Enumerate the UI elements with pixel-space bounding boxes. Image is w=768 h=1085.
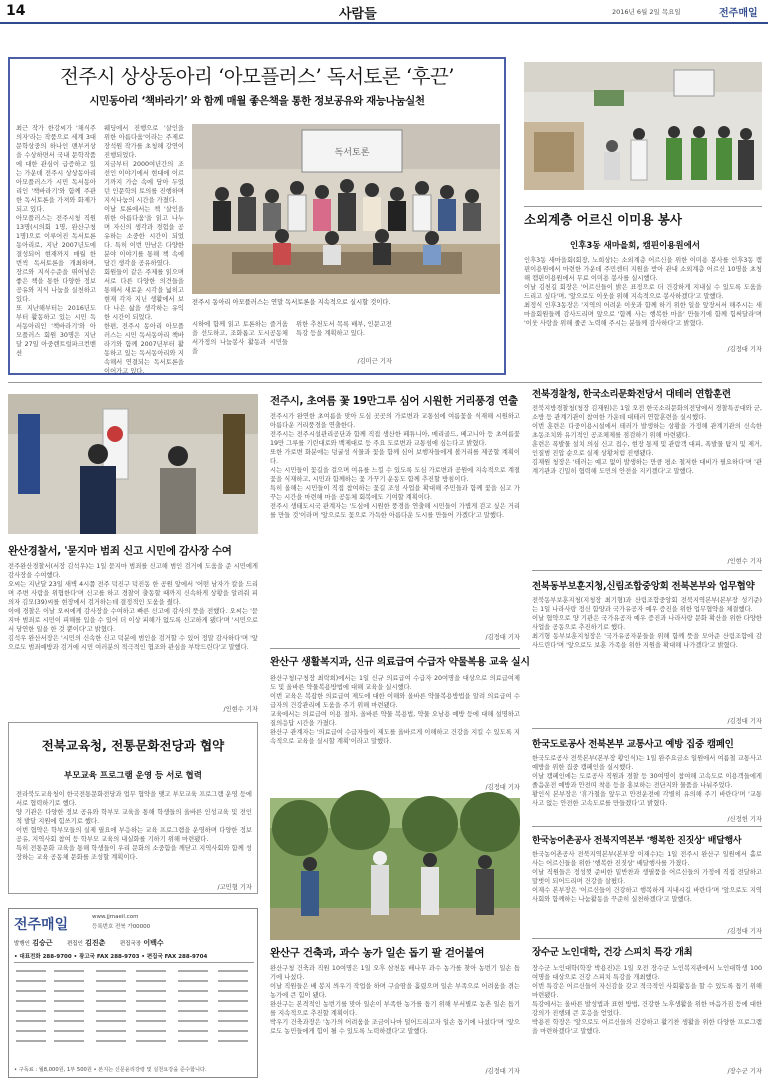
publisher-name: 김승근 [32,939,53,947]
page-number: 14 [6,3,26,19]
story-r2-body: 전북지방경찰청(청장 김재원)은 1일 오전 한국소리문화의전당에서 경찰특공대와 군, 소방 등 관계기관이 참여한 가운데 대테러 연합훈련을 실시했다. 이번 훈련은 다중이용시설에서 테러가 발생하는 상황을 가정해 관계기관의 신속한 초동조치와 유기적인 공조체제를 점검하기 위해 마련됐다. 훈련은 폭발물 설치 의심 신고 접수, 현장 통제 및 관람객 대피, 폭발물 탐지 및 제거, 인질범 진압 순으로 실제 상황처럼 진행됐다. 김재원 청장은 '테러는 예고 없이 발생하는 만큼 평소 철저한 대비가 필요하다'며 '관계기관과 긴밀히 협력해 도민의 안전을 지키겠다'고 말했다. [532,405,762,475]
rule-r1 [524,206,762,207]
story-r5-body: 한국농어촌공사 전북지역본부(본부장 이재수)는 1일 전주시 완산구 일원에서 홀로 사는 어르신들을 위한 '행복한 진짓상' 배달행사를 가졌다. 이날 직원들은 정성껏 준비한 밑반찬과 생필품을 어르신들의 가정에 직접 전달하고 말벗이 되어드리며 건강을 살폈다. 이재수 본부장은 '어르신들이 건강하고 행복하게 지내시길 바란다'며 '앞으로도 지역사회와 함께하는 나눔활동을 꾸준히 실천하겠다'고 말했다. [532,851,762,903]
farm-photo [270,798,520,940]
rule-r5 [532,938,762,939]
director-name: 이백수 [143,939,164,947]
main-photo [192,124,500,294]
rule-c1 [270,648,520,649]
story-r4-byline: /신정헌 기자 [727,816,762,823]
story-r3-body: 전북동부보훈지청(지청장 최기형)과 산림조합중앙회 전북지역본부(본부장 성기준)는 1일 나라사랑 정신 함양과 국가유공자 예우 증진을 위한 업무협약을 체결했다. 이날 협약으로 양 기관은 국가유공자 예우 증진과 나라사랑 문화 확산을 위한 다양한 사업을 공동으로 추진하기로 했다. 최기형 동부보훈지청장은 '국가유공자분들을 위해 함께 뜻을 모아준 산림조합에 감사드린다'며 '앞으로도 보훈 가족을 위한 지원을 확대해 나가겠다'고 밝혔다. [532,597,762,649]
police-photo [8,394,258,534]
section-title: 사람들 [339,7,377,22]
story-citizen-body: 전주시가 완연한 초여름을 맞아 도심 곳곳의 가로변과 교통섬에 여름꽃을 식재해 시원하고 아름다운 거리풍경을 연출한다. 전주시는 전주시설관리공단과 함께 직접 생산한 페튜니아, 메리골드, 베고니아 등 초여름꽃 19만 그루를 기린대로와 백제대로 등 주요 도로변과 교통섬에 심는다고 밝혔다. 또한 가로변 화분에는 덩굴성 식물과 꽃을 함께 심어 보행자들에게 볼거리를 제공할 계획이다. 시는 시민들이 꽃길을 걸으며 여유를 느낄 수 있도록 도심 가로변과 공원에 지속적으로 계절 꽃을 식재하고, 시민과 함께하는 꽃 가꾸기 운동도 함께 추진할 방침이다. 특히 올해는 시민들이 직접 참여하는 꽃길 조성 사업을 확대해 주민들과 함께 꽃을 심고 가꾸는 시간을 마련해 마을 공동체 회복에도 기여할 계획이다. 전주시 생태도시국 관계자는 '도심에 시원한 풍경을 연출해 시민들이 가볍게 걷고 싶은 거리를 만들 것'이라며 '앞으로도 꽃으로 가득한 아름다운 도시를 만들어 가겠다'고 말했다. [270,413,520,519]
board-text: 독서토론 [334,148,370,158]
masthead-rule [14,962,254,963]
story-r2-byline: /인현수 기자 [727,558,762,565]
editor-name: 김진춘 [85,939,106,947]
story-r3-byline: /김정대 기자 [727,718,762,725]
story-police-headline: 완산경찰서, '묻지마 범죄 신고 시민에 감사장 수여 [8,545,232,557]
story-r1-headline: 소외계층 어르신 이미용 봉사 [524,212,682,227]
editor-label: 편집인 [66,941,83,947]
issue-date: 2016년 6월 2일 목요일 [612,8,681,16]
director-label: 편집국장 [119,941,142,947]
story-health-headline: 완산구 생활복지과, 신규 의료급여 수급자 약물복용 교육 실시 [270,657,530,668]
rule-r4 [532,826,762,827]
story-r1-subhead: 인후3동 새마을회, 캠핀이용원에서 [570,241,701,251]
rule-r3 [532,728,762,729]
main-col4: 위한 추천도서 목록 배부, 인문고전 특강 등을 계획하고 있다. [296,321,392,337]
story-r1-body: 인후3동 새마을회(회장, 노희상)는 소외계층 어르신을 위한 이미용 봉사를 인후3동 캠핀이용원에서 마련한 가운데 주민센터 지원을 받아 관내 소외계층 어르신 10명을 초청해 캠핀이용원에서 무료 이미용 봉사를 실시했다. 이날 김천길 회장은 '어르신들이 밝은 표정으로 더 건강하게 지내실 수 있도록 도움을 드리고 싶다'며, '앞으로도 이웃을 위해 지속적으로 봉사하겠다'고 말했다. 최정식 인후3동장은 '지역의 어려운 이웃과 함께 하기 위한 일을 앞장서서 해주시는 새마을회원들께 감사드리며 앞으로 '함께 사는 행복한 마을' 만들기에 함께 힘써달라'며 '이웃 사랑을 위해 줄곧 노력해 주시는 분들께 감사하다'고 밝혔다. [524,257,762,327]
header-rule [0,22,768,24]
story-police-byline: /인현수 기자 [223,706,258,713]
masthead-footer: • 구독료 : 월8,000원, 1부 500원 • 본지는 신문윤리강령 및 실천요강을 준수합니다. [14,1067,207,1073]
rule-r2 [532,570,762,571]
rule-mid [8,382,762,383]
masthead-register: 등록번호 전북 가00000 [92,924,151,930]
story-edu-body: 전라북도교육청이 한국전통문화전당과 업무 협약을 맺고 부모교육 프로그램 운영 등에 서로 협력하기로 했다. 양 기관은 다양한 정보 공유와 학부모 교육을 통해 학생들의 올바른 인성교육 및 전인적 발달 지원에 힘쓰기로 했다. 이번 협약은 학부모들의 실제 필요에 부응하는 교육 프로그램을 운영하며 다양한 정보 공유, 지역사회 참여 등 학부모 교육의 내실화를 기하기 위해 마련됐다. 특히 전통문화 교육을 통해 학생들이 우리 문화의 소중함을 깨닫고 지역사회와 함께 성장하는 교육 공동체 문화를 조성할 계획이다. [16,791,252,861]
masthead-grid [14,966,254,1062]
volunteer-photo [524,62,762,190]
story-edu-byline: /고민형 기자 [217,884,252,891]
main-subheadline: 시민동아리 ‘책바라기’ 와 함께 매월 좋은책을 통한 정보공유와 재능나눔실천 [89,95,425,107]
story-r6-headline: 장수군 노인대학, 건강 스피치 특강 개최 [532,947,693,958]
story-farm-headline: 완산구 건축과, 과수 농가 일손 돕기 팔 걷어붙여 [270,947,485,959]
story-police-body: 전주완산경찰서(서장 김석우)는 1일 묻지마 범죄를 신고해 범인 검거에 도움을 준 시민에게 감사장을 수여했다. 오씨는 지난달 23일 새벽 4시쯤 전주 덕진구 덕진동 한 공원 앞에서 '어떤 남자가 칼을 드리며 주변 사람을 위협한다'며 신고를 하고 경찰이 출동할 때까지 신속하게 상황을 알려줘 피의자 김모(39)씨를 현장에서 검거하는데 결정적인 도움을 줬다. 이에 경찰은 이날 오씨에게 감사장을 수여하고 빠른 신고에 감사의 뜻을 전했다. 오씨는 '묻지마 범죄로 시민이 피해를 입을 수 있어 더 이상 피해가 없도록 신고하게 됐다'며 '시민으로서 당연한 일을 한 것 뿐이다'고 밝혔다. 김석우 완산서장은 '시민의 신속한 신고 덕분에 범인을 검거할 수 있어 정말 감사하다'며 '앞으로도 범죄예방과 검거에 시민 여러분의 적극적인 협조와 관심을 부탁드린다'고 말했다. [8,563,258,651]
story-citizen-headline: 전주시, 초여름 꽃 19만그루 심어 시원한 거리풍경 연출 [270,395,518,407]
main-photo-caption: 전주시 동아리 아모플러스는 연말 독서토론을 지속적으로 실시할 것이다. [192,299,391,306]
story-r4-headline: 한국도로공사 전북본부 교통사고 예방 집중 캠페인 [532,739,734,750]
story-health-byline: /김정대 기자 [485,784,520,791]
story-r3-headline: 전북동부보훈지청,신림조합중앙회 전북본부와 업무협약 [532,581,755,592]
story-edu-subhead: 부모교육 프로그램 운영 등 서로 협력 [64,771,202,781]
story-r5-byline: /김정대 기자 [727,928,762,935]
story-farm-body: 완산구청 건축과 직원 10여명은 1일 오후 삼천동 배나무 과수 농가를 찾아 농번기 일손 돕기에 나섰다. 이날 직원들은 배 봉지 씌우기 작업을 하며 구슬땀을 흘렸으며 일손 부족으로 어려움을 겪는 농가에 큰 힘이 됐다. 완산구는 본격적인 농번기를 맞아 일손이 부족한 농가를 돕기 위해 부서별로 농촌 일손 돕기를 지속적으로 추진할 계획이다. 박우기 건축과장은 '농가의 어려움을 조금이나마 덜어드리고자 일손 돕기에 나섰다'며 '앞으로도 농민들에게 힘이 될 수 있도록 노력하겠다'고 말했다. [270,965,520,1035]
main-headline: 전주시 상상동아리 ‘아모플러스’ 독서토론 ‘후끈’ [60,65,454,88]
story-r1-byline: /김정대 기자 [727,346,762,353]
paper-name: 전주매일 [719,8,758,19]
story-health-body: 완산구청(구청장 최락희)에서는 1일 신규 의료급여 수급자 20여명을 대상으로 의료급여제도 및 올바른 약물복용방법에 대해 교육을 실시했다. 이번 교육은 복잡한 의료급여 제도에 대한 이해와 올바른 약물복용방법을 알려 의료급여 수급자의 건강관리에 도움을 주기 위해 마련됐다. 교육에서는 의료급여 이용 절차, 올바른 약물 복용법, 약물 오남용 예방 등에 대해 설명하고 질의응답 시간을 가졌다. 완산구 관계자는 '의료급여 수급자들이 제도를 올바르게 이해하고 건강을 지킬 수 있도록 지속적으로 교육을 실시할 계획'이라고 말했다. [270,675,520,745]
masthead-phones: • 대표전화 288-9700 • 광고국 FAX 288-9703 • 편집국 FAX 288-9704 [14,954,208,960]
main-col1: 최근 작가 한강씨가 '채식주의자'라는 작품으로 세계 3대 문학상중의 하나인 맨부커상을 수상하면서 국내 문학작품에 대한 관심이 급증하고 있는 가운데 전주시 상상동아리 아모플러스가 시민 독서동아리인 '책바라기'와 함께 주관한 독서토론을 가져와 화제가 되고 있다. 아모플러스는 전주시청 직원 13명(시의회 1명, 완산구청 1명)으로 이루어진 독서토론 동아리로, 지난 2007년도에 결성되어 현재까지 매월 한 번씩 독서토론을 개최하며, 장르와 지식수준을 뛰어넘은 좋은 책을 통한 다양한 정보공유와 지식 나눔을 실천하고 있다. 또 지난해부터는 2016년도부터 활동하고 있는 시민 독서동아리인 '책바라기'와 아모플러스 회원 30명은 지난달 27일 아중렌트럴파크컨벤션 [16,125,96,357]
masthead-url[interactable]: www.jjmaeil.com [92,914,139,920]
main-byline: /김미근 기자 [357,358,392,365]
story-r4-body: 한국도로공사 전북본부(본부장 황인식)는 1일 완주요금소 일원에서 여름철 교통사고 예방을 위한 집중 캠페인을 실시했다. 이날 캠페인에는 도로공사 직원과 경찰 등 30여명이 참여해 고속도로 이용객들에게 졸음운전 예방과 안전띠 착용 등을 홍보하는 전단지와 물품을 나눠주었다. 황인식 본부장은 '휴가철을 앞두고 안전운전에 각별히 유의해 주기 바란다'며 '교통사고 없는 안전한 고속도로를 만들겠다'고 밝혔다. [532,755,762,807]
publisher-label: 발행인 [14,941,30,947]
masthead-logo: 전주매일 [14,917,69,933]
main-col3: 시하에 함께 읽고 토론하는 즐거움을 선도하고, 조화롭고 도시공동체 서가정의 나눔봉사 활동과 시민들을 [192,321,288,355]
story-edu-headline: 전북교육청, 전통문화전당과 협약 [41,738,225,753]
story-r2-headline: 전북경찰청, 한국소리문화전당서 대테러 연합훈련 [532,389,731,400]
story-r5-headline: 한국농어촌공사 전북지역본부 '행복한 진짓상' 배달행사 [532,836,742,846]
story-r6-body: 장수군 노인대학(학장 박용진)은 1일 오전 장수군 노인복지관에서 노인대학생 100여명을 대상으로 건강 스피치 특강을 개최했다. 이번 특강은 어르신들이 자신감을 갖고 적극적인 사회활동을 할 수 있도록 돕기 위해 마련됐다. 특강에서는 올바른 발성법과 표현 방법, 건강한 노후생활을 위한 마음가짐 등에 대한 강의가 진행돼 큰 호응을 얻었다. 박용진 학장은 '앞으로도 어르신들의 건강하고 활기찬 생활을 위한 다양한 프로그램을 마련하겠다'고 말했다. [532,965,762,1035]
story-citizen-byline: /김정대 기자 [485,634,520,641]
masthead-staff [14,938,254,948]
main-col2: 웨딩에서 진행으로 '살인을 위한 아름다움'이라는 주제로 장석원 작가를 초청해 강연이 진행되었다. 지금부터 2000여년간의 조선인 이야기에서 현대에 이르기까지 가슴 속에 담아 두었던 인문학의 토의를 진행하며 지식나눔의 시간을 가졌다. 이날 토론에서는 책 '살인을 위한 아름다움'을 읽고 나누며 자신의 생각과 경험을 공유하는 소중한 시간이 되었다. 특히 이번 만남은 다양한 분야 이야기를 통해 책 속에 담긴 생각을 공유하였다. 회원들이 같은 주제를 읽으며 서로 다른 다양한 의견들을 통해서 새로운 시각을 넓히고 현재 각자 지닌 생활에서 보다 나은 삶을 생각하는 유익한 시간이 되었다. 한편, 전주시 동아리 아모플러스는 시민 독서동아리 책바라기와 함께 2007년부터 활동하고 있는 독서동아리와 지속해서 연결되는 독서토론을 이어가고 있다. [104,125,184,375]
story-r6-byline: /장수군 기자 [727,1068,762,1075]
story-farm-byline: /김정대 기자 [485,1068,520,1075]
